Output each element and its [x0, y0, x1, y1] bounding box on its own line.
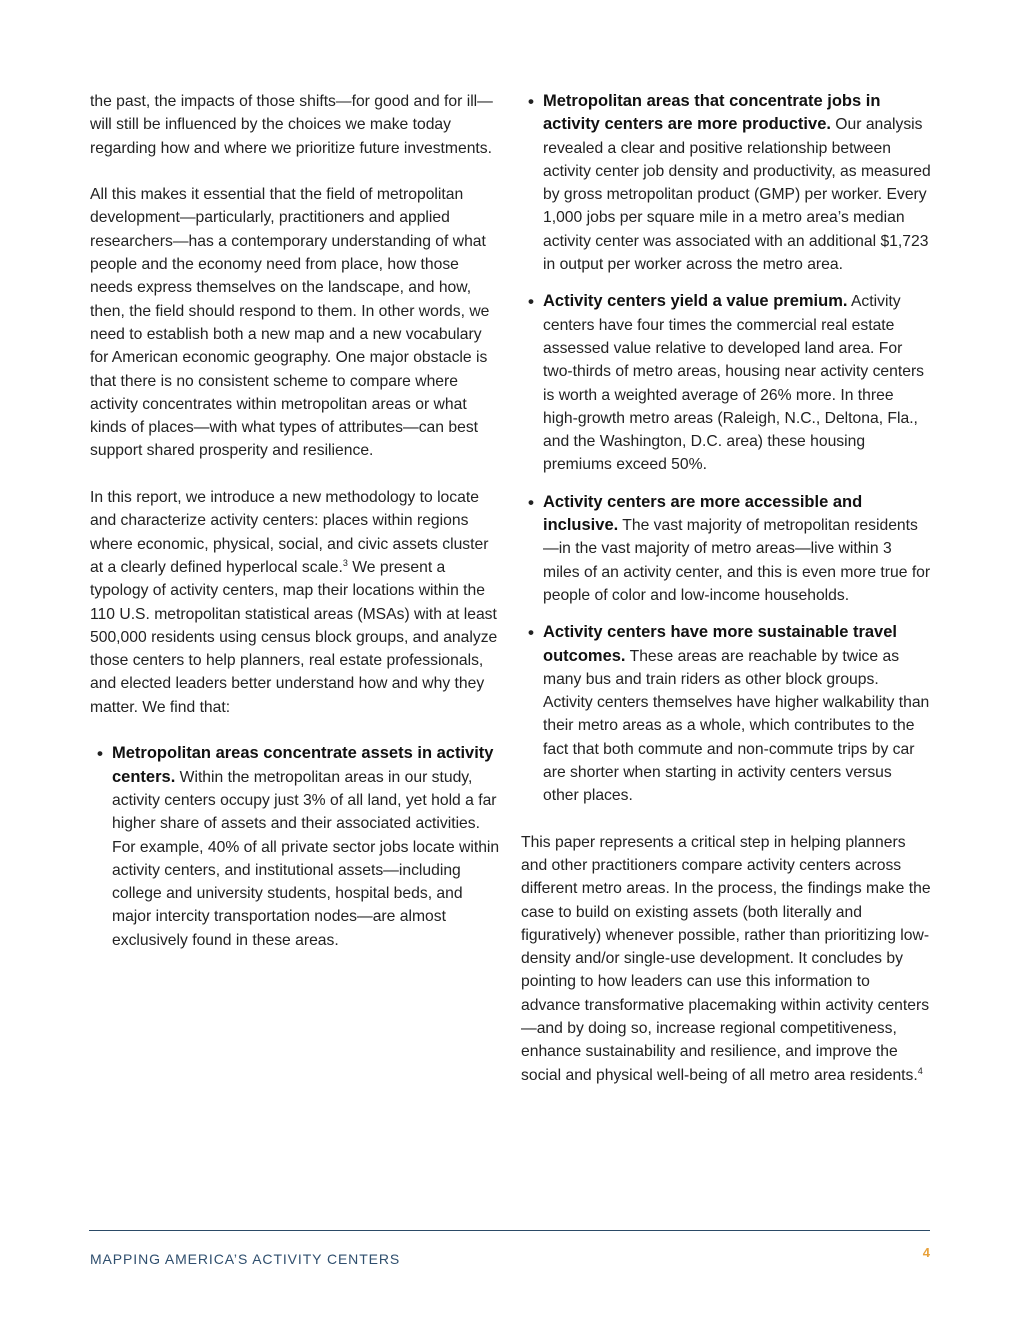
finding-bullet — [521, 621, 931, 807]
paragraph-field-context: All this makes it essential that the field of metropolitan development—particularly, practitioners and applied researchers—has a contemporary understanding of what people and the economy need from place, how those needs express themselves on the landscape, and how, then, the field should respond to them. In other words, we need to establish both a new map and a new vocabulary for American economic geography. One major obstacle is that there is no consistent scheme to compare where activity concentrates within metropolitan areas or what kinds of places—with what types of attributes—can best support shared prosperity and resilience. — [90, 186, 490, 460]
finding-body: Activity centers have four times the commercial real estate assessed value relative to developed land area. For two-thirds of metro areas, housing near activity centers is worth a weighted average of 26% more. In three high-growth metro areas (Raleigh, N.C., Deltona, Fla., and the Washington, D.C. area) these housing premiums exceed 50%. — [543, 293, 925, 474]
paragraph-report-intro — [90, 486, 502, 719]
footnote-ref-4[interactable]: 4 — [917, 1065, 923, 1076]
finding-body: The vast majority of metropolitan residents—in the vast majority of metro areas—live within 3 miles of an activity center, and this is even more true for people of color and low-income households. — [543, 517, 931, 604]
page-number: 4 — [922, 1245, 930, 1260]
findings-list-left — [90, 742, 502, 952]
finding-lead: Activity centers are more accessible and inclusive. — [543, 492, 863, 535]
finding-lead: Metropolitan areas that concentrate jobs in activity centers are more productive. — [543, 92, 881, 134]
paragraph-closing — [521, 831, 931, 1087]
left-column — [90, 90, 502, 975]
findings-list-right — [521, 90, 931, 808]
footnote-ref-3[interactable]: 3 — [342, 557, 348, 568]
finding-lead: Activity centers yield a value premium. — [543, 292, 848, 311]
report-intro-part2: We present a typology of activity centers, map their locations within the 110 U.S. metropolitan statistical areas (MSAs) with at least 500,000 residents using census block groups, and analyze those centers to help planners, real estate professionals, and elected leaders better understand how and why they matter. We find that: — [90, 558, 498, 716]
right-column — [521, 90, 931, 1110]
footer-divider — [89, 1230, 930, 1231]
finding-bullet — [521, 491, 931, 607]
paragraph-continued: the past, the impacts of those shifts—for good and for ill—will still be influenced by the choices we make today regarding how and where we prioritize future investments. — [90, 93, 493, 157]
finding-lead: Metropolitan areas concentrate assets in activity centers. — [112, 744, 494, 786]
finding-body: Within the metropolitan areas in our study, activity centers occupy just 3% of all land, yet hold a far higher share of assets and their associated activities. For example, 40% of all private sector jobs locate within activity centers, and institutional assets—including college and university students, hospital beds, and major intercity transportation nodes—are almost exclusively found in these areas. — [112, 768, 500, 949]
closing-text: This paper represents a critical step in helping planners and other practitioners compare activity centers across different metro areas. In the process, the findings make the case to build on existing assets (both literally and figuratively) whenever possible, rather than prioritizing low-density and/or single-use development. It concludes by pointing to how leaders can use this information to advance transformative placemaking within activity centers—and by doing so, increase regional competitiveness, enhance sustainability and resilience, and improve the social and physical well-being of all metro area residents. — [521, 833, 931, 1084]
finding-lead: Activity centers have more sustainable travel outcomes. — [543, 623, 897, 665]
footer-report-title: MAPPING AMERICA’S ACTIVITY CENTERS — [90, 1251, 401, 1267]
finding-body: Our analysis revealed a clear and positive relationship between activity center job density and productivity, as measured by gross metropolitan product (GMP) per worker. Every 1,000 jobs per square mile in a metro area’s median activity center was associated with an additional $1,723 in output per worker across the metro area. — [543, 116, 931, 274]
finding-bullet — [90, 742, 502, 952]
finding-body: These areas are reachable by twice as many bus and train riders as other block groups. Activity centers themselves have higher walkability than their metro areas as a whole, which contributes to the fact that both commute and non-commute trips by car are shorter when starting in activity centers versus other places. — [543, 647, 930, 805]
finding-bullet — [521, 90, 931, 276]
report-intro-part1: In this report, we introduce a new methodology to locate and characterize activity centers: places within regions where economic, physical, social, and civic assets cluster at a clearly defined hyperlocal scale. — [90, 489, 489, 576]
finding-bullet — [521, 290, 931, 476]
